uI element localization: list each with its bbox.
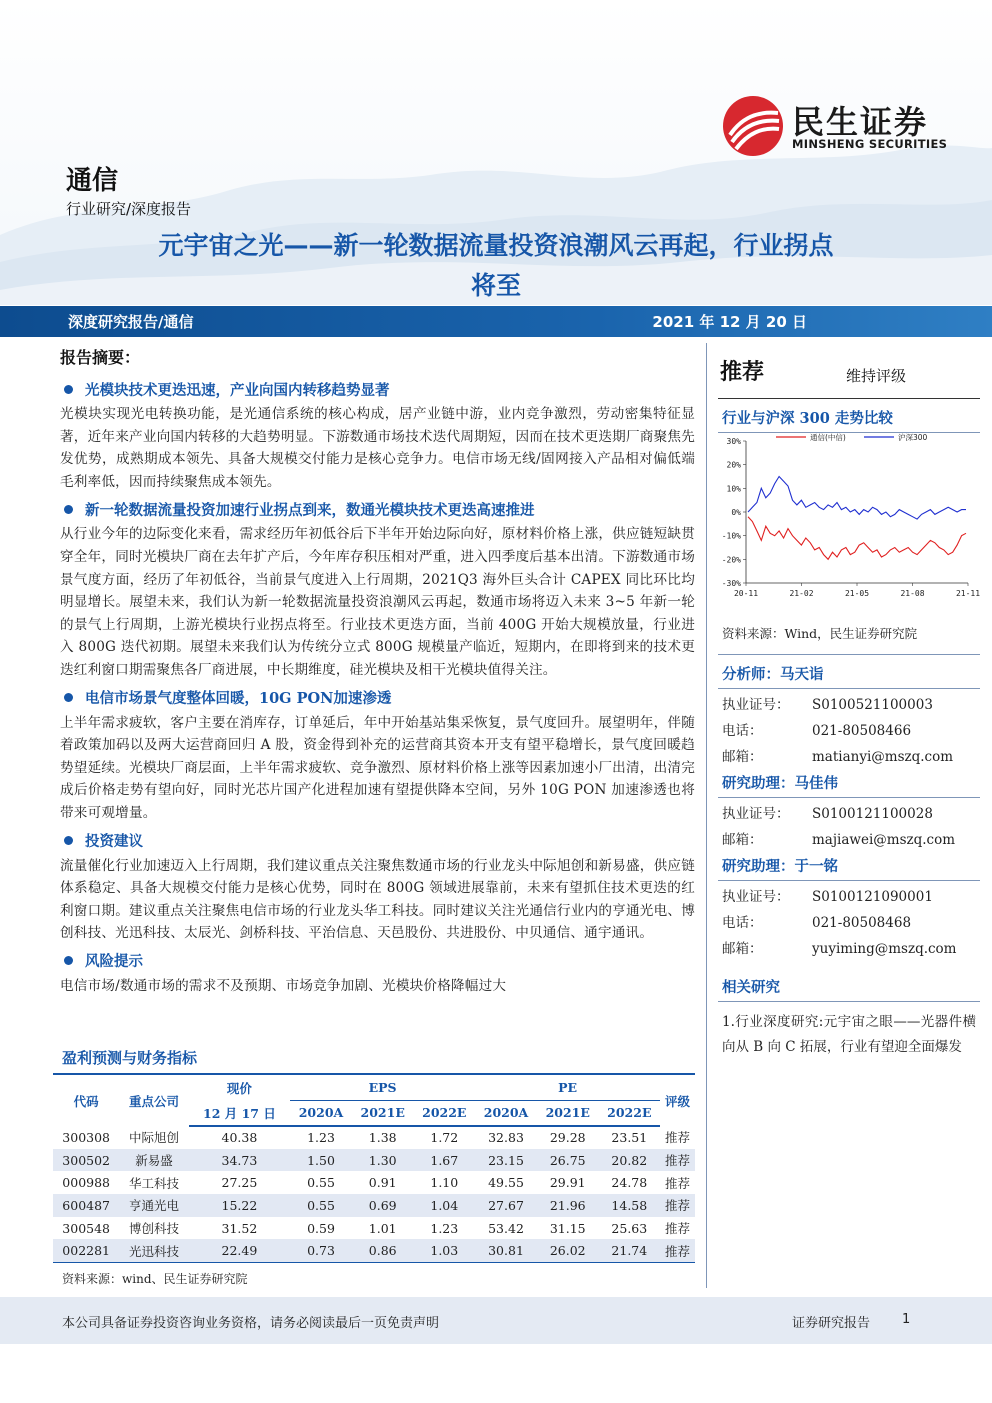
cell-pe: 21.74 [599,1239,661,1262]
bullet-icon [64,693,73,702]
footer [0,1297,992,1344]
chart-legend-label: 沪深300 [898,433,928,442]
chart-source: 资料来源：Wind，民生证券研究院 [718,621,980,655]
email-link[interactable]: majiawei@mszq.com [812,832,956,848]
cell-eps: 1.01 [368,1220,397,1236]
table-title: 盈利预测与财务指标 [62,1049,198,1067]
cell-price: 40.38 [221,1130,258,1146]
info-row: 邮箱： majiawei@mszq.com [718,827,980,853]
cell-pe: 49.55 [488,1175,524,1191]
email-link[interactable]: yuyiming@mszq.com [812,941,957,957]
email-link[interactable]: matianyi@mszq.com [812,749,954,765]
bullet-icon [64,836,73,845]
chart-y-tick-label: 30% [726,437,741,446]
report-title-line-1: 元宇宙之光——新一轮数据流量投资浪潮风云再起，行业拐点 [158,231,834,260]
cell-rating: 推荐 [660,1149,695,1172]
brand-name-cn: 民生证券 [792,103,929,141]
col-price: 现价 [226,1080,252,1096]
cell-pe: 30.81 [475,1239,537,1262]
section-heading: 光模块技术更迭迅速，产业向国内转移趋势显著 [60,375,695,403]
col-code: 代码 [73,1093,99,1109]
section-text: 流量催化行业加速迈入上行周期，我们建议重点关注聚焦数通市场的行业龙头中际旭创和新易盛，供应链体系稳定、具备大规模交付能力是核心优势，同时在 800G 领域进展靠前，未来有望抓住技术更迭的红利窗口期。建议重点关注聚焦电信市场的行业龙头华工科技。同时建议关注光通信行业内的亨通光电、博创科技、光迅科技、太辰光、剑桥科技、平治信息、天邑股份、共进股份、中贝通信、通宇通讯。 [60,857,695,942]
cell-pe: 29.28 [549,1130,586,1146]
cell-code: 600487 [53,1194,119,1217]
cell-rating: 推荐 [665,1130,691,1146]
chart-legend-label: 通信(中信) [810,433,846,442]
brand-name-en: MINSHENG SECURITIES [792,137,948,151]
chart-x-tick-label: 21-02 [789,589,814,598]
col-eps: EPS [290,1074,475,1100]
category-band [0,306,992,337]
section-text: 电信市场/数通市场的需求不及预期、市场竞争加剧、光模块价格降幅过大 [60,977,507,994]
assistant2-heading: 研究助理：于一铭 [718,853,980,881]
cell-price: 31.52 [221,1220,258,1236]
chart-y-tick-label: -20% [721,555,741,565]
cell-eps: 1.23 [430,1220,459,1236]
table-body [53,1126,695,1262]
cell-pe: 27.67 [475,1194,537,1217]
cell-eps: 0.69 [352,1194,414,1217]
cell-eps: 1.03 [414,1239,476,1262]
cell-pe: 32.83 [488,1130,524,1146]
cell-eps: 0.55 [307,1175,335,1191]
cell-eps: 0.73 [290,1239,352,1262]
table-row [53,1217,695,1240]
cell-pe: 23.15 [475,1149,537,1172]
abstract-title: 报告摘要： [60,348,141,367]
table-row [53,1126,695,1149]
cell-code: 300308 [62,1129,111,1145]
related-heading: 相关研究 [718,962,980,1002]
cell-code: 300502 [53,1149,119,1172]
info-row: 邮箱： matianyi@mszq.com [718,744,980,770]
cell-eps: 0.86 [352,1239,414,1262]
bullet-icon [64,956,73,965]
rating-label: 推荐 [720,360,765,385]
section-heading: 新一轮数据流量投资加速行业拐点到来，数通光模块技术更迭高速推进 [60,495,695,523]
cell-pe: 26.02 [537,1239,599,1262]
col-company: 重点公司 [129,1093,180,1109]
cell-eps: 1.04 [414,1194,476,1217]
info-row: 邮箱： yuyiming@mszq.com [718,936,980,962]
financial-table [53,1073,695,1263]
cell-eps: 0.59 [307,1220,335,1236]
report-type: 行业研究/深度报告 [66,200,192,218]
cell-code: 002281 [53,1239,119,1262]
cell-price: 27.25 [221,1175,258,1191]
chart-y-tick-label: 10% [726,484,741,494]
col-year: 2021E [352,1100,414,1126]
cell-pe: 29.91 [549,1175,586,1191]
info-row: 执业证号： S0100521100003 [722,697,933,713]
bullet-icon [64,385,73,394]
trend-chart-svg [718,433,980,621]
section-text: 从行业今年的边际变化来看，需求经历年初低谷后下半年开始边际向好，原材料价格上涨，供应链短缺贯穿全年，同时光模块厂商在去年扩产后，今年库存积压相对严重，进入四季度后基本出清。下游数通市场景气度方面，经历了年初低谷，当前景气度进入上行周期，2021Q3 海外巨头合计 CAPEX 同比环比均明显增长。展望未来，我们认为新一轮数据流量投资浪潮风云再起，数通市场将迈入未来 3~5 年新一轮的景气上行周期，上游光模块行业拐点将至。行业技术更迭方面，当前 400G 开始大规模放量，行业进入 800G 迭代初期。展望未来我们认为传统分立式 800G 规模量产临近，短期内，在即将到来的技术更迭红利窗口期需聚焦各厂商进展，中长期维度，硅光模块及相干光模块值得关注。 [60,526,695,678]
minsheng-logo-icon [722,95,784,157]
cell-name: 新易盛 [119,1149,189,1172]
band-category: 深度研究报告/通信 [68,313,194,331]
table-source: 资料来源：wind、民生证券研究院 [62,1272,248,1286]
cell-eps: 1.38 [368,1130,397,1146]
cell-name: 华工科技 [129,1175,180,1191]
rating-box [718,343,980,399]
cell-pe: 14.58 [599,1194,661,1217]
col-year: 2022E [599,1100,661,1126]
table-row [53,1149,695,1172]
info-row: 电话： 021-80508468 [722,915,912,931]
col-pe: PE [475,1074,660,1100]
chart-y-tick-label: -10% [721,531,741,541]
cell-pe: 53.42 [488,1220,524,1236]
chart-series-line-csi300 [748,477,966,520]
assistant1-heading: 研究助理：马佳伟 [718,770,980,798]
chart-series-line-telecom [748,517,966,560]
chart-y-tick-label: 20% [726,460,741,470]
chart-title: 行业与沪深 300 走势比较 [718,399,980,433]
cell-pe: 21.96 [537,1194,599,1217]
cell-pe: 24.78 [611,1175,648,1191]
cell-eps: 0.91 [368,1175,397,1191]
industry-label: 通信 [66,166,119,196]
cell-eps: 1.23 [307,1130,335,1146]
section-heading: 电信市场景气度整体回暖，10G PON加速渗透 [60,684,695,712]
cell-rating: 推荐 [665,1221,691,1237]
footer-disclaimer: 本公司具备证券投资咨询业务资格，请务必阅读最后一页免责声明 [62,1316,440,1331]
section-text: 上半年需求疲软，客户主要在消库存，订单延后，年中开始基站集采恢复，景气度回升。展望明年，伴随着政策加码以及两大运营商回归 A 股，资金得到补充的运营商其资本开支有望平稳增长，景气度回暖趋势望延续。光模块厂商层面，上半年需求疲软、竞争激烈、原材料价格上涨等因素加速小厂出清，出清完成后价格走势有望向好，同时光芯片国产化进程加速有望提供降本空间，另外 10G PON 加速渗透也将带来可观增量。 [60,714,695,821]
assistant2-info [718,881,980,962]
cell-rating: 推荐 [660,1194,695,1217]
info-row: 执业证号： S0100121100028 [722,806,933,822]
rating-sub: 维持评级 [846,367,907,385]
page-number: 1 [902,1312,911,1327]
analyst-info [718,689,980,770]
table-row [53,1171,695,1194]
cell-eps: 1.67 [414,1149,476,1172]
chart-x-tick-label: 21-08 [900,589,925,598]
cell-pe: 20.82 [599,1149,661,1172]
cell-eps: 0.55 [290,1194,352,1217]
cell-pe: 25.63 [611,1220,648,1236]
cell-eps: 1.10 [430,1175,459,1191]
cell-eps: 1.30 [352,1149,414,1172]
info-row: 电话： 021-80508466 [722,723,912,739]
col-year: 2022E [414,1100,476,1126]
section-heading: 风险提示 [60,947,695,975]
cell-price: 15.22 [189,1194,290,1217]
assistant1-info [718,798,980,853]
cell-price: 34.73 [189,1149,290,1172]
chart-x-tick-label: 21-05 [844,589,870,598]
cell-rating: 推荐 [660,1239,695,1262]
col-year: 2020A [290,1100,352,1126]
cell-name: 光迅科技 [119,1239,189,1262]
section-text: 光模块实现光电转换功能，是光通信系统的核心构成，居产业链中游，业内竞争激烈，劳动密集特征显著，近年来产业向国内转移的大趋势明显。下游数通市场技术迭代周期短，因而在技术更迭期厂商聚焦先发优势，成熟期成本领先、具备大规模交付能力是核心竞争力。电信市场无线/固网接入产品相对偏低端毛利率低，因而持续聚焦成本领先。 [60,406,695,490]
report-date: 2021 年 12 月 20 日 [652,313,807,331]
cell-price: 22.49 [189,1239,290,1262]
cell-pe: 31.15 [549,1220,586,1236]
col-year: 2020A [475,1100,537,1126]
cell-code: 000988 [62,1175,111,1191]
cell-eps: 1.50 [290,1149,352,1172]
chart-y-tick-label: -30% [721,579,741,588]
analyst-heading: 分析师：马天诣 [718,655,980,689]
report-title-line-2: 将至 [470,271,521,300]
trend-chart [718,433,980,621]
col-price-date: 12 月 17 日 [189,1100,290,1126]
abstract-column [60,345,695,999]
cell-pe: 26.75 [537,1149,599,1172]
section-heading: 投资建议 [60,827,695,855]
table-row [53,1239,695,1262]
cell-eps: 1.72 [430,1130,459,1146]
bullet-icon [64,505,73,514]
cell-code: 300548 [62,1220,111,1236]
cell-name: 中际旭创 [129,1130,180,1146]
cell-name: 博创科技 [129,1221,180,1237]
sidebar [718,343,980,1060]
footer-label: 证券研究报告 [792,1316,871,1331]
chart-y-tick-label: 0% [731,508,741,517]
info-row: 执业证号： S0100121090001 [722,889,933,905]
cell-rating: 推荐 [665,1175,691,1191]
chart-x-tick-label: 20-11 [733,589,759,598]
related-research-link[interactable]: 1.行业深度研究:元宇宙之眼——光器件横向从 B 向 C 拓展，行业有望迎全面爆发 [722,1014,976,1055]
chart-x-tick-label: 21-11 [955,589,980,598]
cell-pe: 23.51 [611,1130,648,1146]
col-rating: 评级 [665,1093,691,1109]
table-row [53,1194,695,1217]
report-title [60,226,932,306]
brand-logo [722,95,952,157]
column-divider [706,343,707,1288]
col-year: 2021E [537,1100,599,1126]
cell-name: 亨通光电 [119,1194,189,1217]
